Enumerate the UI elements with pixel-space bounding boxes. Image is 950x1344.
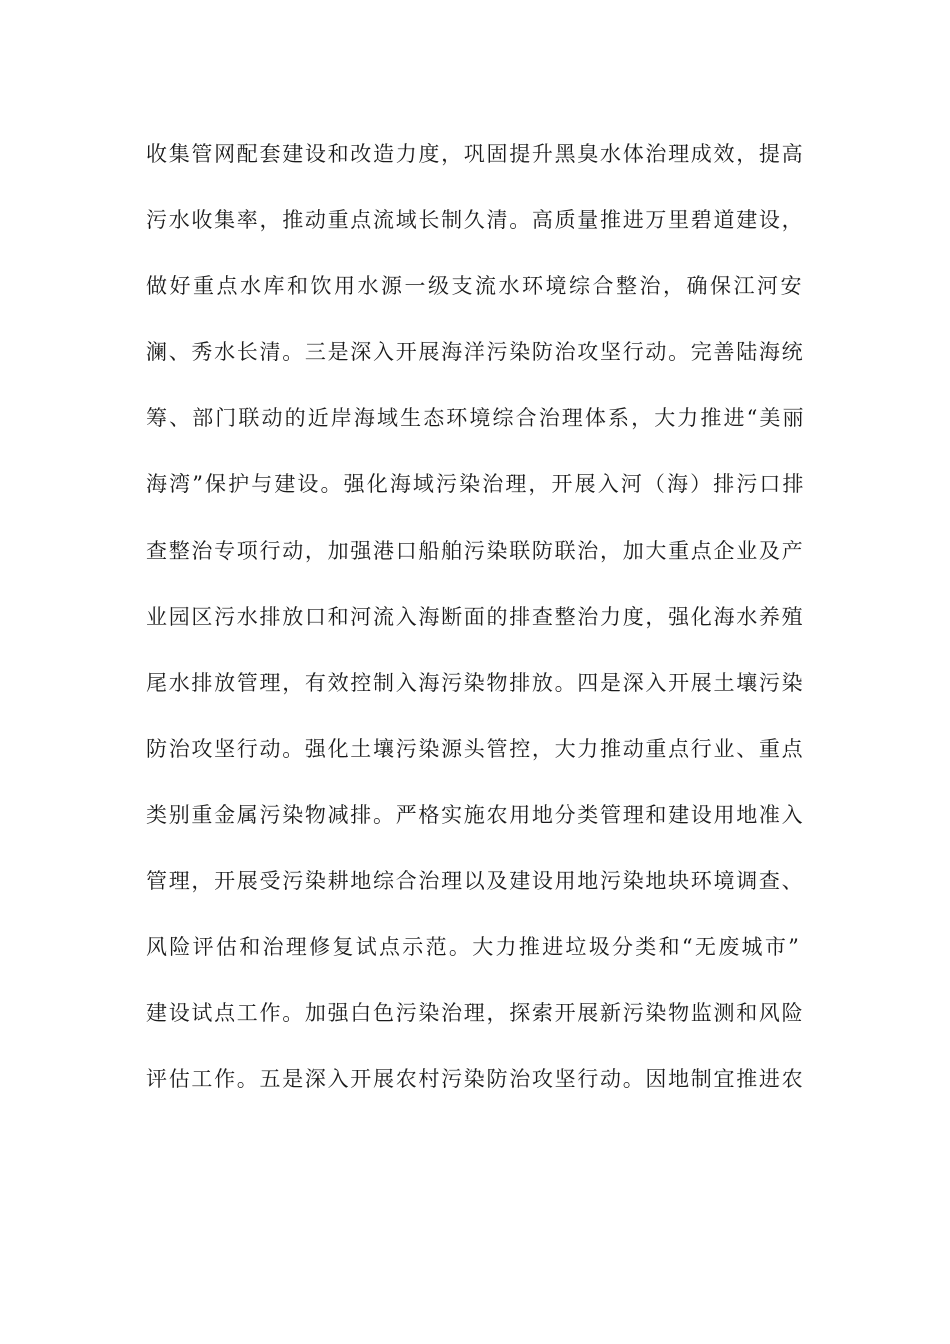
body-text xyxy=(146,128,806,1119)
text-line-14: 建设试点工作。加强白色污染治理，探索开展新污染物监测和风险 xyxy=(146,1001,805,1026)
text-line-1: 收集管网配套建设和改造力度，巩固提升黑臭水体治理成效，提高 xyxy=(146,142,805,166)
text-line-9: 尾水排放管理，有效控制入海污染物排放。四是深入开展土壤污染 xyxy=(146,670,805,695)
text-line-4: 澜、秀水长清。三是深入开展海洋污染防治攻坚行动。完善陆海统 xyxy=(146,340,805,365)
text-line-11: 类别重金属污染物减排。严格实施农用地分类管理和建设用地准入 xyxy=(146,802,805,827)
text-line-2: 污水收集率，推动重点流域长制久清。高质量推进万里碧道建设， xyxy=(146,208,805,233)
text-line-12: 管理，开展受污染耕地综合治理以及建设用地污染地块环境调查、 xyxy=(146,869,805,894)
text-line-10: 防治攻坚行动。强化土壤污染源头管控，大力推动重点行业、重点 xyxy=(146,736,805,761)
text-line-8: 业园区污水排放口和河流入海断面的排查整治力度，强化海水养殖 xyxy=(146,604,805,629)
text-line-3: 做好重点水库和饮用水源一级支流水环境综合整治，确保江河安 xyxy=(146,274,804,299)
text-line-5: 筹、部门联动的近岸海域生态环境综合治理体系，大力推进“美丽 xyxy=(146,406,806,431)
text-line-6: 海湾”保护与建设。强化海域污染治理，开展入河（海）排污口排 xyxy=(146,472,806,497)
text-line-15: 评估工作。五是深入开展农村污染防治攻坚行动。因地制宜推进农 xyxy=(146,1067,805,1092)
text-line-7: 查整治专项行动，加强港口船舶污染联防联治，加大重点企业及产 xyxy=(146,538,805,563)
text-line-13: 风险评估和治理修复试点示范。大力推进垃圾分类和“无废城市” xyxy=(146,935,802,960)
